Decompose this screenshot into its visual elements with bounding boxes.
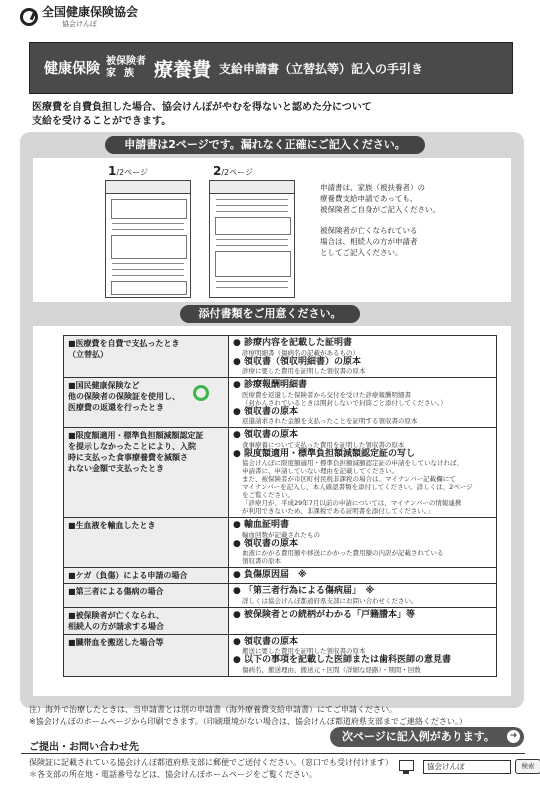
document-detail: 傷病名、搬送理由、搬送元・区間（詳細な経路）・期間・回数	[242, 665, 421, 674]
documents-cell	[229, 336, 497, 378]
condition-text: 生血液を輸血したとき	[75, 521, 156, 530]
org-logo	[20, 6, 138, 29]
table-row	[64, 607, 497, 634]
contact-text	[29, 757, 393, 781]
document-detail: （封かんされているときは開封しないで封筒ごと添付してください。）	[242, 398, 447, 407]
document-detail: が利用できないため、非課税である証明書を添付してください。」	[242, 507, 434, 515]
table-row	[64, 634, 497, 676]
document-detail: 詳しくは協会けんぽ都道府県支部にお問い合わせください。	[242, 596, 418, 605]
page1-suffix: /2ページ	[116, 168, 148, 177]
note-line: としてご記入ください。	[320, 248, 403, 257]
table-row	[64, 336, 497, 378]
condition-text: 他の保険者の保険証を使用し、	[68, 392, 180, 401]
intro-text	[32, 101, 372, 129]
bullet-dot-icon: ●	[233, 520, 244, 530]
condition-text: ケガ（負傷）による申請の場合	[75, 571, 188, 580]
title-part3: 支給申請書（立替払等）記入の手引き	[219, 61, 424, 76]
table-row	[64, 378, 497, 428]
document-name: 領収書の原本	[244, 636, 299, 647]
title-stack	[106, 56, 146, 80]
bullet-dot-icon: ●	[233, 655, 244, 665]
attach-section-pill: 添付書類をご用意ください。	[180, 305, 360, 323]
note-line: 被保険者ご自身がご記入ください。	[320, 205, 440, 214]
page1-num: 1	[108, 164, 117, 178]
intro-line: 支給を受けることができます。	[32, 116, 172, 127]
contact-title: ご提出・お問い合わせ先	[29, 742, 139, 753]
documents-cell	[229, 518, 497, 568]
document-name: 診療内容を記載した証明書	[244, 338, 353, 348]
arrow-right-icon: ➜	[507, 730, 520, 743]
condition-cell	[64, 634, 229, 676]
documents-cell	[229, 428, 497, 518]
footnote-overseas: 注）海外で治療したときは、当申請書とは別の申請書（海外療養費支給申請書）にてご申請ください。	[29, 705, 397, 714]
document-name: 以下の事項を記載した医師または歯科医師の意見書	[244, 655, 452, 665]
documents-cell	[229, 607, 497, 634]
page2-suffix: /2ページ	[221, 168, 253, 177]
document-name: 限度額適用・標準負担額減額認定証の写し	[244, 448, 416, 459]
search-input[interactable]: 協会けんぽ	[423, 760, 511, 774]
document-detail: 診療明細書（傷病名の記載があるもの）	[242, 348, 359, 357]
document-name: 領収書の原本	[244, 538, 299, 549]
form-page1-thumbnail	[105, 180, 191, 298]
bullet-dot-icon: ●	[233, 636, 244, 647]
condition-text: 被保険者が亡くなられ、	[75, 610, 165, 620]
bullet-dot-icon: ●	[233, 586, 244, 596]
bullet-dot-icon: ●	[233, 570, 244, 580]
title-main: 療養費	[154, 58, 212, 81]
attachments-table	[63, 335, 497, 677]
bullet-dot-icon: ●	[233, 338, 244, 348]
document-detail: 協会けんぽに限度額適用・標準負担額減額認定証の申請をしていなければ、	[242, 459, 463, 467]
title-stack-bottom: 家族	[106, 68, 142, 79]
org-name: 全国健康保険協会	[42, 5, 139, 19]
next-page-button[interactable]	[330, 727, 524, 747]
note-insured-writes	[320, 182, 440, 215]
document-detail: マイナンバーを記入し、本人確認書類を添付してください。詳しくは、2ページ	[242, 483, 473, 491]
bullet-dot-icon: ●	[233, 538, 244, 549]
condition-cell	[64, 428, 229, 518]
intro-line: 医療費を自費負担した場合、協会けんぽがやむを得ないと認めた分について	[32, 102, 372, 113]
condition-text: 医療費を自費で支払ったとき	[75, 339, 180, 348]
documents-cell	[229, 634, 497, 676]
condition-text: 第三者による傷病の場合	[75, 587, 164, 596]
document-detail: 搬送に要した費用を証明した領収書の原本	[242, 647, 366, 655]
condition-text: を提示しなかったことにより、入院	[68, 442, 196, 451]
bullet-square-icon: ■	[68, 637, 76, 647]
search-button[interactable]: 検索	[515, 759, 540, 774]
bullet-dot-icon: ●	[233, 380, 244, 390]
condition-text: 国民健康保険など	[75, 381, 140, 390]
condition-text: 限度額適用・標準負担額減額認定証	[75, 431, 204, 440]
kyokai-logo-icon	[20, 8, 38, 26]
page2-label	[213, 164, 253, 178]
bullet-dot-icon: ●	[233, 430, 244, 440]
form-section-pill: 申請書は2ページです。漏れなく正確にご記入ください。	[105, 136, 425, 154]
table-row	[64, 568, 497, 584]
condition-cell	[64, 568, 229, 584]
title-stack-top: 被保険者	[106, 56, 146, 67]
bullet-dot-icon: ●	[233, 356, 244, 367]
document-name: 領収書（領収明細書）の原本	[244, 356, 362, 367]
document-detail: 返還請求された金額を支払ったことを証明する領収書の原本	[242, 417, 418, 425]
bullet-dot-icon: ●	[233, 406, 244, 417]
document-detail: をご覧ください。	[242, 491, 294, 499]
condition-text: （立替払）	[68, 350, 108, 359]
green-circle-marker	[193, 385, 209, 401]
bullet-square-icon: ■	[68, 431, 76, 440]
page2-num: 2	[213, 164, 222, 178]
next-page-label: 次ページに記入例があります。	[342, 730, 495, 743]
document-name: 診療報酬明細書	[244, 380, 308, 390]
document-name: 負傷原因届 ※	[244, 570, 307, 580]
condition-cell	[64, 336, 229, 378]
document-detail: 「診療月が、平成29年7月以前の申請については、マイナンバーの情報連携	[242, 499, 462, 507]
note-heir	[320, 225, 418, 258]
title-banner	[29, 42, 513, 94]
page1-label	[108, 164, 148, 178]
document-detail: また、被保険者が市区町村民税非課税の場合は、マイナンバー記載欄にて	[242, 475, 456, 483]
contact-line: 保険証に記載されている協会けんぽ都道府県支部に郵便でご送付ください。（窓口でも受け付けます）	[29, 758, 393, 767]
form-page2-thumbnail	[209, 180, 295, 298]
condition-cell	[64, 518, 229, 568]
document-detail: 医療費を返還した保険者から交付を受けた診療報酬明細書	[242, 390, 411, 399]
document-name: 領収書の原本	[244, 430, 299, 440]
bullet-dot-icon: ●	[233, 448, 244, 459]
contact-line: ＊各支部の所在地・電話番号などは、協会けんぽホームページをご覧ください。	[29, 770, 317, 779]
document-detail: 輸血回数が記載されたもの	[242, 530, 320, 539]
title-part1: 健康保険	[44, 61, 100, 77]
contact-box	[21, 753, 535, 788]
note-line: 場合は、相続人の方が申請者	[320, 237, 418, 246]
bullet-dot-icon: ●	[233, 609, 244, 620]
org-sub: 協会けんぽ	[62, 20, 97, 28]
bullet-square-icon: ■	[68, 339, 76, 348]
condition-text: 臓帯血を搬送した場合等	[75, 637, 164, 647]
documents-cell	[229, 568, 497, 584]
bullet-square-icon: ■	[68, 571, 76, 580]
note-line: 申請書は、家族（被扶養者）の	[320, 183, 425, 192]
note-line: 被保険者が亡くなられている	[320, 226, 418, 235]
document-name: 被保険者との続柄がわかる「戸籍謄本」等	[244, 609, 416, 620]
condition-text: 時に支払った食事療養費を減額さ	[68, 453, 188, 462]
condition-cell	[64, 607, 229, 634]
document-name: 領収書の原本	[244, 406, 299, 417]
note-line: 療養費支給申請であっても、	[320, 194, 418, 203]
condition-text: 医療費の返還を行ったとき	[68, 403, 164, 412]
document-detail: 申請書に、申請していない理由を記載してください。	[242, 467, 398, 475]
documents-cell	[229, 378, 497, 428]
table-row	[64, 428, 497, 518]
document-name: 「第三者行為による傷病届」 ※	[244, 586, 375, 596]
documents-cell	[229, 584, 497, 608]
bullet-square-icon: ■	[68, 381, 76, 390]
document-detail: 診療に要した費用を証明した領収書の原本	[242, 367, 366, 375]
monitor-icon	[399, 760, 414, 771]
form-pages-panel	[33, 158, 511, 302]
bullet-square-icon: ■	[68, 610, 76, 620]
condition-cell	[64, 584, 229, 608]
bullet-square-icon: ■	[68, 521, 76, 530]
table-row	[64, 518, 497, 568]
bullet-square-icon: ■	[68, 587, 76, 596]
document-detail: 血液にかかる費用額や移送にかかった費用額の内訳が記載されている	[242, 549, 444, 557]
table-row	[64, 584, 497, 608]
document-detail: 食事療養について支払った費用を証明した領収書の原本	[242, 440, 405, 449]
document-detail: 領収書の原本	[242, 557, 281, 565]
condition-text: れない金額で支払ったとき	[68, 464, 164, 473]
condition-text: 相続人の方が請求する場合	[68, 621, 164, 631]
document-name: 輸血証明書	[244, 520, 290, 530]
footnote-homepage: ※協会けんぽのホームページから印刷できます。（印刷環境がない場合は、協会けんぽ都道府県支部までご連絡ください。）	[29, 717, 467, 726]
